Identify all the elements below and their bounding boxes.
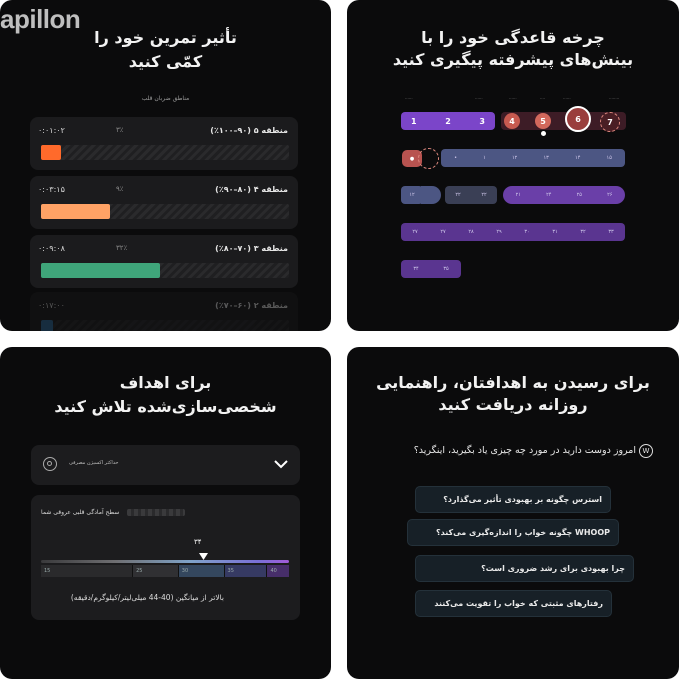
card-title-line2: شخصی‌سازی‌شده تلاش کنید	[54, 397, 277, 416]
tick-label: 35	[224, 565, 267, 577]
cycle-row-5: ۳۴ ۳۵	[401, 260, 461, 278]
zone-name: منطقه ۲ (۶۰–۷۰٪)	[215, 301, 288, 310]
week-label: ····	[540, 96, 546, 101]
zones-caption: مناطق ضربان قلب	[141, 95, 190, 102]
tick-label: 30	[178, 565, 224, 577]
zone-time: ۰:۱۷:۰۰	[38, 301, 65, 310]
level-description: بالاتر از میانگین (40-44 میلی‌لیتر/کیلوگرم/دقیقه)	[70, 593, 224, 602]
whoop-logo-icon: W	[639, 444, 653, 458]
day-1[interactable]: 1	[411, 116, 417, 126]
zone-percent: ۳۲٪	[116, 244, 128, 252]
zone-bar-track	[41, 263, 289, 278]
question-text: امروز دوست دارید در مورد چه چیزی یاد بگیرید، اینگرید؟	[413, 445, 636, 456]
cycle-row-3-mid: ۲۲ ۲۲	[445, 186, 497, 204]
day-3[interactable]: 3	[479, 116, 485, 126]
marker-value: ۳۴	[194, 538, 202, 546]
cycle-row-2: • ۱ ۱۲ ۱۳ ۱۴ ۱۵	[441, 149, 625, 167]
cycle-row-3-end: ۲۱ ۲۴ ۲۵ ۲۶	[503, 186, 625, 204]
zone-row[interactable]	[30, 117, 298, 170]
zone-time: ۰:۰۳:۱۵	[38, 185, 65, 194]
card-title-line2: بینش‌های پیشرفته پیگیری کنید	[392, 50, 634, 69]
zone-bar-track	[41, 204, 289, 219]
zone-percent: ۳٪	[116, 126, 124, 134]
zone-bar-fill	[41, 204, 110, 219]
zone-name: منطقه ۴ (۸۰–۹۰٪)	[215, 185, 288, 194]
week-label: ········	[609, 96, 620, 101]
card-title-line2: کمّی کنید	[128, 52, 203, 71]
tick-label: 25	[132, 565, 178, 577]
cycle-row-3-cap	[421, 186, 441, 204]
daily-guidance-card	[347, 347, 679, 679]
dropdown-label: حداکثر اکسیژن مصرفی	[69, 460, 119, 466]
zone-bar-fill	[41, 263, 160, 278]
tick-label: 40	[266, 565, 289, 577]
card-title-line1: تأثیر تمرین خود را	[94, 28, 237, 47]
metric-dropdown[interactable]	[31, 445, 300, 485]
zone-bar-track	[41, 145, 289, 160]
scale-gradient	[41, 560, 289, 563]
cycle-row-3-start: ۱۲	[401, 186, 423, 204]
zone-bar-track	[41, 320, 289, 331]
today-indicator	[541, 131, 546, 136]
week-label: ······	[475, 96, 483, 101]
suggestion-chip[interactable]: رفتارهای مثبتی که خواب را تقویت می‌کنند	[415, 590, 612, 617]
zone-bar-fill	[41, 320, 53, 331]
week-label: ······	[405, 96, 413, 101]
day-2[interactable]: 2	[445, 116, 451, 126]
day-6-selected[interactable]: 6	[565, 106, 591, 132]
day-7[interactable]: 7	[600, 112, 620, 132]
zone-row[interactable]	[30, 292, 298, 331]
marker-triangle-icon	[199, 553, 208, 560]
fitness-level-panel	[31, 495, 300, 620]
zone-percent: ۹٪	[116, 185, 124, 193]
zone-name: منطقه ۳ (۷۰–۸۰٪)	[215, 244, 288, 253]
coach-question	[393, 443, 653, 458]
suggestion-chip[interactable]: چرا بهبودی برای رشد ضروری است؟	[415, 555, 634, 582]
cycle-day-dashed	[418, 148, 439, 169]
brand-watermark: apillon	[0, 4, 81, 34]
week-label: ······	[509, 96, 517, 101]
card-title-line1: برای رسیدن به اهدافتان، راهنمایی	[376, 373, 650, 392]
zone-time: ۰:۰۱:۰۲	[38, 126, 65, 135]
suggestion-chip[interactable]: WHOOP چگونه خواب را اندازه‌گیری می‌کند؟	[407, 519, 619, 546]
cycle-row-days	[401, 112, 495, 130]
cycle-tracking-card	[347, 0, 679, 331]
hr-zones-card	[0, 0, 331, 331]
week-label: ······	[563, 96, 571, 101]
card-title-line1: چرخه قاعدگی خود را با	[421, 28, 605, 47]
zone-row[interactable]	[30, 235, 298, 288]
scale-ticks	[41, 565, 289, 577]
day-4[interactable]: 4	[504, 113, 520, 129]
day-5[interactable]: 5	[535, 113, 551, 129]
zone-time: ۰:۰۹:۰۸	[38, 244, 65, 253]
card-title-line1: برای اهداف	[119, 373, 212, 392]
card-title-line2: روزانه دریافت کنید	[438, 395, 588, 414]
suggestion-chip[interactable]: استرس چگونه بر بهبودی تأثیر می‌گذارد؟	[415, 486, 611, 513]
zone-bar-fill	[41, 145, 61, 160]
blurred-text	[127, 509, 185, 516]
tick-label: 15	[41, 565, 132, 577]
chevron-down-icon[interactable]	[274, 459, 288, 469]
goals-card	[0, 347, 331, 679]
cycle-row-4: ۲۷ ۲۷ ۲۸ ۲۹ ۳۰ ۳۱ ۳۲ ۳۳	[401, 223, 625, 241]
cycle-day-marker: ●	[402, 150, 422, 167]
panel-title: سطح آمادگی قلبی عروقی شما	[41, 509, 120, 516]
vo2-icon	[43, 457, 57, 471]
zone-row[interactable]	[30, 176, 298, 229]
zone-name: منطقه ۵ (۹۰–۱۰۰٪)	[210, 126, 288, 135]
